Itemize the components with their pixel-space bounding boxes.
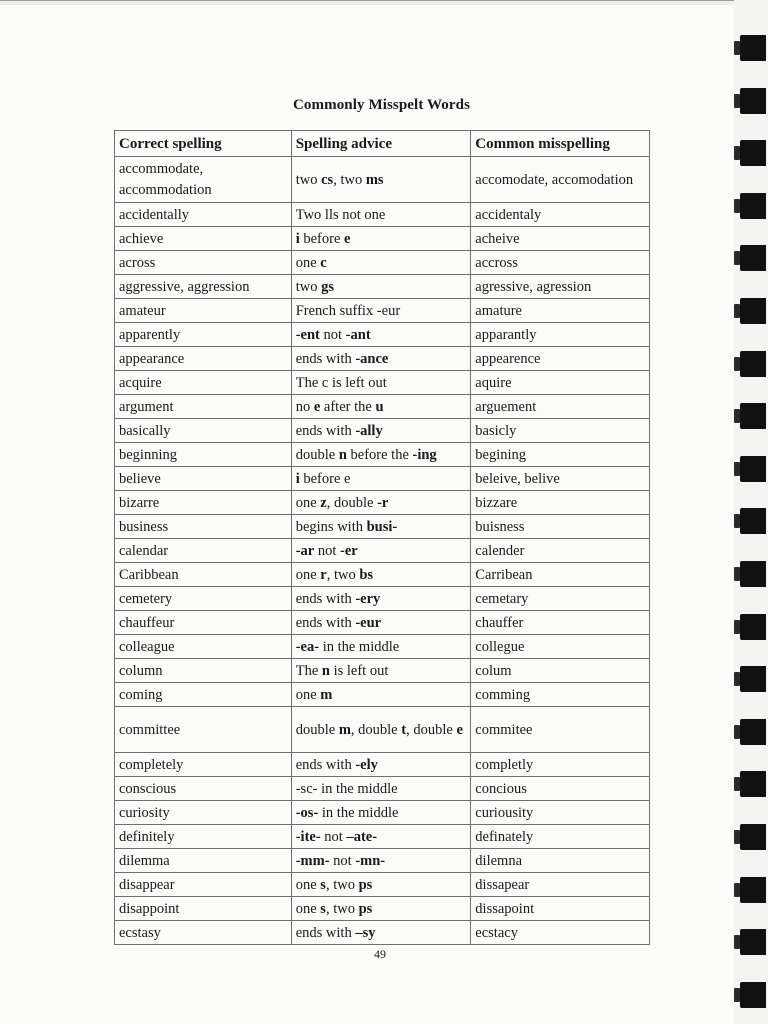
table-row xyxy=(115,849,650,873)
common-misspelling-cell: beleive, belive xyxy=(471,467,650,491)
common-misspelling-cell: accross xyxy=(471,251,650,275)
advice-segment: double xyxy=(295,721,339,738)
advice-segment: ends with xyxy=(295,422,356,439)
advice-segment: ends with xyxy=(295,614,356,631)
binding-ring xyxy=(740,351,766,377)
advice-segment: , double xyxy=(350,721,402,738)
advice-segment: one xyxy=(295,876,321,893)
advice-segment: cs xyxy=(321,171,334,188)
advice-segment: -mn- xyxy=(355,852,386,869)
binding-ring xyxy=(740,824,766,850)
common-misspelling-cell: curiousity xyxy=(471,801,650,825)
advice-segment: -er xyxy=(340,542,358,559)
advice-segment: -ely xyxy=(355,756,378,773)
advice-segment: busi- xyxy=(366,518,398,535)
advice-segment: in the middle xyxy=(318,804,399,821)
binding-ring xyxy=(740,298,766,324)
advice-segment: ends with xyxy=(295,350,356,367)
advice-segment: –sy xyxy=(355,924,376,941)
advice-segment: no xyxy=(295,398,314,415)
spelling-advice-cell xyxy=(291,777,471,801)
table-row xyxy=(115,587,650,611)
common-misspelling-cell: cemetary xyxy=(471,587,650,611)
table-row xyxy=(115,873,650,897)
common-misspelling-cell: accidentaly xyxy=(471,203,650,227)
correct-spelling-cell: dilemma xyxy=(115,849,292,873)
spelling-advice-cell xyxy=(291,873,471,897)
advice-segment: t xyxy=(401,721,407,738)
correct-spelling-cell: believe xyxy=(115,467,292,491)
spelling-advice-cell xyxy=(291,251,471,275)
advice-segment: -mm- xyxy=(295,852,330,869)
table-row xyxy=(115,515,650,539)
common-misspelling-cell: begining xyxy=(471,443,650,467)
spelling-advice-cell xyxy=(291,563,471,587)
advice-segment: -ing xyxy=(412,446,437,463)
spelling-advice-cell xyxy=(291,275,471,299)
advice-segment: not xyxy=(314,542,341,559)
correct-spelling-cell: argument xyxy=(115,395,292,419)
advice-segment: is left out xyxy=(329,662,389,679)
advice-segment: -ally xyxy=(355,422,383,439)
correct-spelling-cell: aggressive, aggression xyxy=(115,275,292,299)
advice-segment: gs xyxy=(321,278,334,295)
advice-segment: -ar xyxy=(295,542,315,559)
binding-ring xyxy=(740,193,766,219)
advice-segment: i xyxy=(295,230,300,247)
table-row xyxy=(115,897,650,921)
correct-spelling-cell: committee xyxy=(115,707,292,753)
binding-ring xyxy=(740,140,766,166)
advice-segment: after the xyxy=(320,398,376,415)
spelling-advice-cell xyxy=(291,659,471,683)
spelling-advice-cell xyxy=(291,203,471,227)
common-misspelling-cell: calender xyxy=(471,539,650,563)
binding-ring xyxy=(740,245,766,271)
common-misspelling-cell: concious xyxy=(471,777,650,801)
table-row xyxy=(115,491,650,515)
common-misspelling-cell: dilemna xyxy=(471,849,650,873)
advice-segment: not xyxy=(320,828,347,845)
advice-segment: not xyxy=(329,852,356,869)
correct-spelling-cell: achieve xyxy=(115,227,292,251)
advice-segment: one xyxy=(295,566,321,583)
page-top-edge xyxy=(0,0,735,5)
correct-spelling-cell: ecstasy xyxy=(115,921,292,945)
advice-segment: -ery xyxy=(355,590,381,607)
table-row xyxy=(115,777,650,801)
advice-segment: m xyxy=(320,686,333,703)
advice-segment: -ent xyxy=(295,326,320,343)
table-row xyxy=(115,825,650,849)
spelling-advice-cell xyxy=(291,825,471,849)
table-row xyxy=(115,323,650,347)
advice-segment: two xyxy=(295,278,322,295)
common-misspelling-cell: dissapear xyxy=(471,873,650,897)
common-misspelling-cell: ecstacy xyxy=(471,921,650,945)
binding-ring xyxy=(740,403,766,429)
advice-segment: in the middle xyxy=(317,780,398,797)
advice-segment: c xyxy=(320,254,327,271)
table-row xyxy=(115,347,650,371)
advice-segment: ends with xyxy=(295,590,356,607)
spelling-advice-cell xyxy=(291,921,471,945)
page-title: Commonly Misspelt Words xyxy=(292,97,471,113)
table-row xyxy=(115,371,650,395)
spelling-advice-cell xyxy=(291,539,471,563)
correct-spelling-cell: colleague xyxy=(115,635,292,659)
table-row xyxy=(115,443,650,467)
advice-segment: n xyxy=(321,662,330,679)
header-correct-spelling: Correct spelling xyxy=(115,131,292,157)
spelling-advice-cell xyxy=(291,323,471,347)
spelling-advice-cell xyxy=(291,371,471,395)
common-misspelling-cell: Carribean xyxy=(471,563,650,587)
table-row xyxy=(115,299,650,323)
advice-segment: r xyxy=(320,566,327,583)
binding-ring xyxy=(740,614,766,640)
advice-segment: , two xyxy=(325,900,359,917)
advice-segment: e xyxy=(456,721,463,738)
advice-segment: , double xyxy=(326,494,378,511)
common-misspelling-cell: agressive, agression xyxy=(471,275,650,299)
common-misspelling-cell: commitee xyxy=(471,707,650,753)
spelling-advice-cell xyxy=(291,491,471,515)
table-row xyxy=(115,539,650,563)
correct-spelling-cell: calendar xyxy=(115,539,292,563)
binding-ring xyxy=(740,561,766,587)
spelling-advice-cell xyxy=(291,801,471,825)
advice-segment: ms xyxy=(365,171,384,188)
table-row xyxy=(115,707,650,753)
common-misspelling-cell: definately xyxy=(471,825,650,849)
advice-segment: bs xyxy=(359,566,374,583)
correct-spelling-cell: apparently xyxy=(115,323,292,347)
correct-spelling-cell: chauffeur xyxy=(115,611,292,635)
common-misspelling-cell: comming xyxy=(471,683,650,707)
spelling-advice-cell xyxy=(291,467,471,491)
table-row xyxy=(115,635,650,659)
common-misspelling-cell: colum xyxy=(471,659,650,683)
advice-segment: before e xyxy=(299,470,351,487)
correct-spelling-cell: business xyxy=(115,515,292,539)
binding-ring xyxy=(740,456,766,482)
spelling-advice-cell xyxy=(291,347,471,371)
correct-spelling-cell: acquire xyxy=(115,371,292,395)
spelling-advice-cell xyxy=(291,753,471,777)
correct-spelling-cell: coming xyxy=(115,683,292,707)
advice-segment: e xyxy=(313,398,321,415)
correct-spelling-cell: column xyxy=(115,659,292,683)
spelling-advice-cell xyxy=(291,683,471,707)
table-row xyxy=(115,921,650,945)
advice-segment: ends with xyxy=(295,756,356,773)
advice-segment: , two xyxy=(326,566,360,583)
table-row xyxy=(115,467,650,491)
common-misspelling-cell: completly xyxy=(471,753,650,777)
advice-segment: French suffix -eur xyxy=(295,302,401,319)
spelling-advice-cell xyxy=(291,419,471,443)
spelling-advice-cell xyxy=(291,635,471,659)
advice-segment: ps xyxy=(358,876,373,893)
table-row xyxy=(115,203,650,227)
table-row xyxy=(115,563,650,587)
correct-spelling-cell: beginning xyxy=(115,443,292,467)
advice-segment: z xyxy=(320,494,327,511)
advice-segment: ps xyxy=(358,900,373,917)
spelling-advice-cell xyxy=(291,897,471,921)
advice-segment: e xyxy=(344,230,351,247)
advice-segment: -ance xyxy=(355,350,389,367)
spelling-advice-cell xyxy=(291,849,471,873)
common-misspelling-cell: accomodate, accomodation xyxy=(471,157,650,203)
advice-segment: u xyxy=(375,398,384,415)
binding-ring xyxy=(740,35,766,61)
binding-ring xyxy=(740,666,766,692)
table-row xyxy=(115,157,650,203)
advice-segment: Two lls not one xyxy=(295,206,386,223)
table-row xyxy=(115,753,650,777)
advice-segment: one xyxy=(295,254,321,271)
binding-ring xyxy=(740,877,766,903)
correct-spelling-cell: disappoint xyxy=(115,897,292,921)
table-row xyxy=(115,801,650,825)
common-misspelling-cell: chauffer xyxy=(471,611,650,635)
spiral-binding xyxy=(734,0,768,1024)
binding-ring xyxy=(740,508,766,534)
advice-segment: double xyxy=(295,446,339,463)
common-misspelling-cell: dissapoint xyxy=(471,897,650,921)
advice-segment: s xyxy=(320,876,326,893)
advice-segment: m xyxy=(338,721,351,738)
correct-spelling-cell: bizarre xyxy=(115,491,292,515)
table-header-row xyxy=(115,131,650,157)
correct-spelling-cell: basically xyxy=(115,419,292,443)
advice-segment: i xyxy=(295,470,300,487)
advice-segment: -os- xyxy=(295,804,319,821)
table-row xyxy=(115,611,650,635)
correct-spelling-cell: amateur xyxy=(115,299,292,323)
advice-segment: before xyxy=(299,230,345,247)
table-row xyxy=(115,251,650,275)
advice-segment: -ea- xyxy=(295,638,320,655)
advice-segment: two xyxy=(295,171,322,188)
header-common-misspelling: Common misspelling xyxy=(471,131,650,157)
advice-segment: , double xyxy=(406,721,457,738)
common-misspelling-cell: bizzare xyxy=(471,491,650,515)
spelling-advice-cell xyxy=(291,587,471,611)
table-row xyxy=(115,683,650,707)
spelling-advice-cell xyxy=(291,515,471,539)
advice-segment: The xyxy=(295,662,322,679)
common-misspelling-cell: apparantly xyxy=(471,323,650,347)
correct-spelling-cell: definitely xyxy=(115,825,292,849)
advice-segment: one xyxy=(295,494,321,511)
table-row xyxy=(115,659,650,683)
advice-segment: one xyxy=(295,686,321,703)
spelling-advice-cell xyxy=(291,395,471,419)
advice-segment: -eur xyxy=(355,614,382,631)
advice-segment: -sc- xyxy=(295,780,318,797)
spelling-advice-cell xyxy=(291,443,471,467)
correct-spelling-cell: cemetery xyxy=(115,587,292,611)
advice-segment: before the xyxy=(346,446,413,463)
advice-segment: not xyxy=(319,326,346,343)
correct-spelling-cell: disappear xyxy=(115,873,292,897)
advice-segment: The c is left out xyxy=(295,374,387,391)
header-spelling-advice: Spelling advice xyxy=(291,131,471,157)
table-row xyxy=(115,275,650,299)
common-misspelling-cell: acheive xyxy=(471,227,650,251)
advice-segment: -ant xyxy=(345,326,371,343)
common-misspelling-cell: aquire xyxy=(471,371,650,395)
advice-segment: s xyxy=(320,900,326,917)
correct-spelling-cell: completely xyxy=(115,753,292,777)
binding-ring xyxy=(740,719,766,745)
spelling-advice-cell xyxy=(291,299,471,323)
spelling-advice-cell xyxy=(291,227,471,251)
common-misspelling-cell: arguement xyxy=(471,395,650,419)
advice-segment: –ate- xyxy=(346,828,378,845)
correct-spelling-cell: appearance xyxy=(115,347,292,371)
correct-spelling-cell: Caribbean xyxy=(115,563,292,587)
common-misspelling-cell: basicly xyxy=(471,419,650,443)
page-number: 49 xyxy=(374,947,386,961)
binding-ring xyxy=(740,771,766,797)
advice-segment: in the middle xyxy=(319,638,400,655)
binding-ring xyxy=(740,982,766,1008)
table-row xyxy=(115,395,650,419)
advice-segment: -ite- xyxy=(295,828,321,845)
advice-segment: begins with xyxy=(295,518,367,535)
common-misspelling-cell: buisness xyxy=(471,515,650,539)
correct-spelling-cell: across xyxy=(115,251,292,275)
advice-segment: n xyxy=(338,446,347,463)
common-misspelling-cell: amature xyxy=(471,299,650,323)
common-misspelling-cell: collegue xyxy=(471,635,650,659)
correct-spelling-cell: curiosity xyxy=(115,801,292,825)
correct-spelling-cell: accidentally xyxy=(115,203,292,227)
spelling-advice-cell xyxy=(291,611,471,635)
table-row xyxy=(115,227,650,251)
correct-spelling-cell: conscious xyxy=(115,777,292,801)
advice-segment: one xyxy=(295,900,321,917)
table-row xyxy=(115,419,650,443)
misspelt-words-table xyxy=(114,130,650,945)
spelling-advice-cell xyxy=(291,157,471,203)
spelling-advice-cell xyxy=(291,707,471,753)
advice-segment: ends with xyxy=(295,924,356,941)
advice-segment: , two xyxy=(333,171,366,188)
advice-segment: , two xyxy=(325,876,359,893)
advice-segment: -r xyxy=(377,494,389,511)
common-misspelling-cell: appearence xyxy=(471,347,650,371)
correct-spelling-cell: accommodate, accommodation xyxy=(115,157,292,203)
